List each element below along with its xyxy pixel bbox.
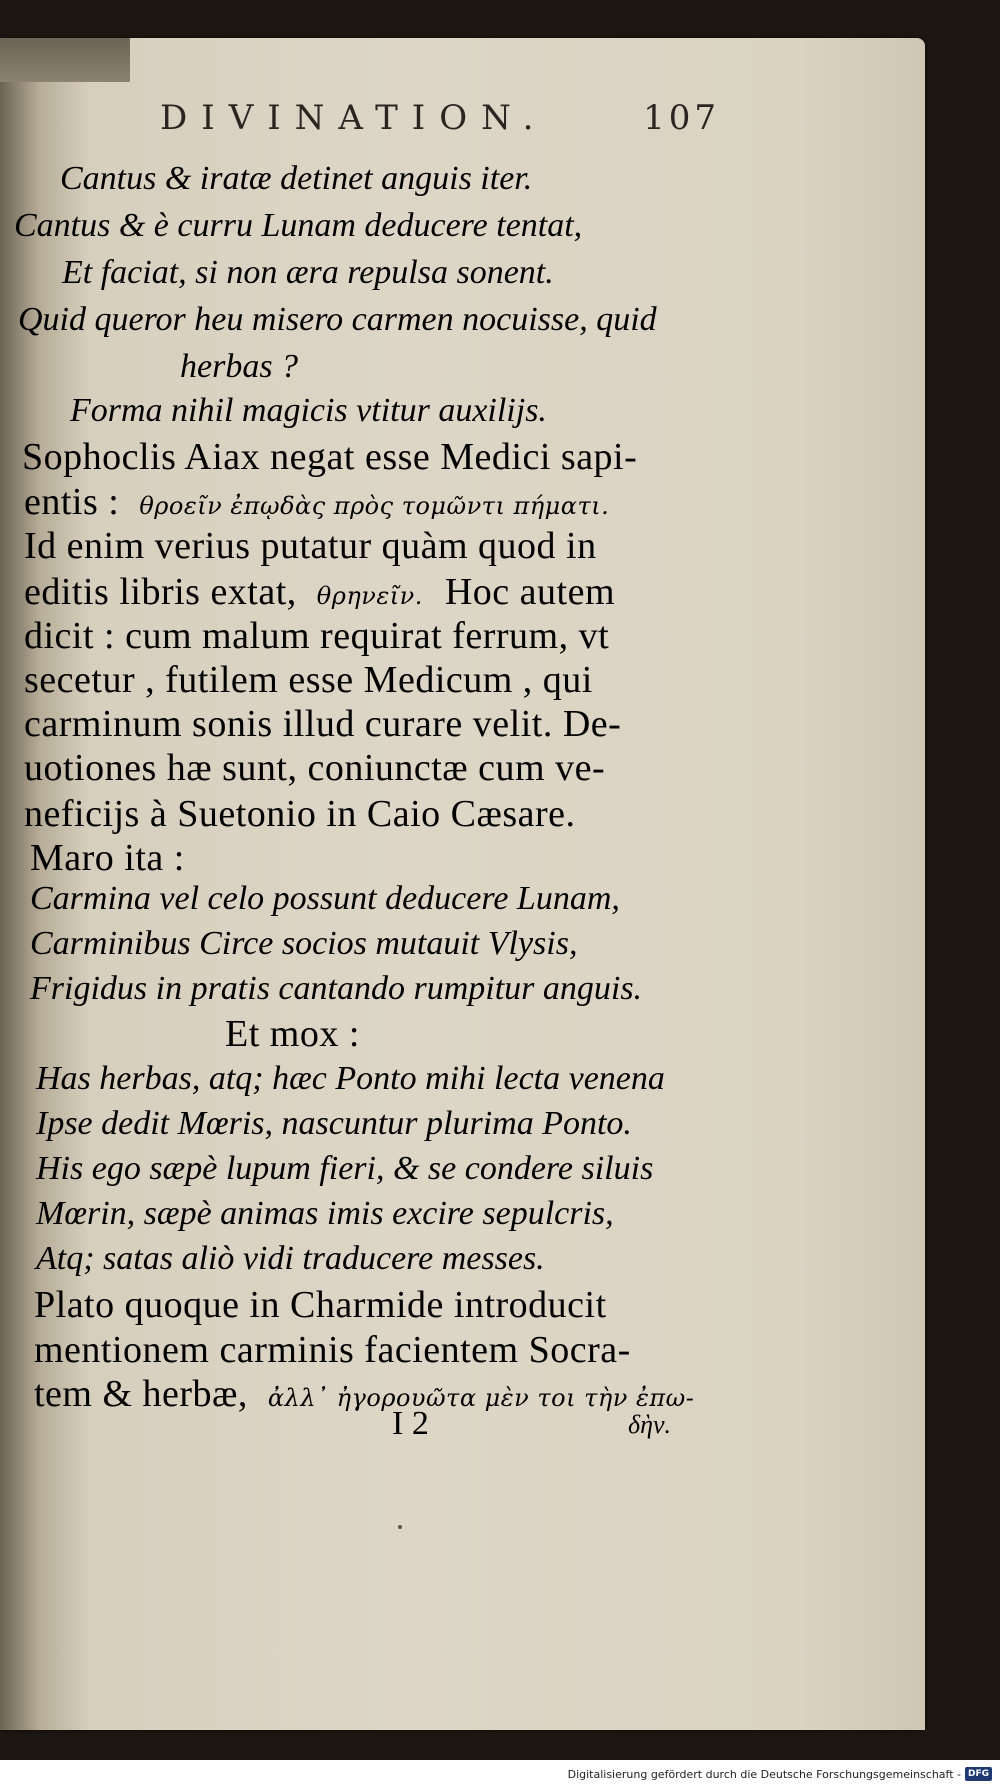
line-text: uotiones hæ sunt, coniunctæ cum ve- — [24, 747, 606, 789]
line-text: Atq; satas aliò vidi traducere messes. — [36, 1240, 545, 1277]
line-text: His ego sæpè lupum fieri, & se condere siluis — [36, 1150, 654, 1187]
line-text: mentionem carminis facientem Socra- — [34, 1329, 631, 1371]
text-line — [60, 160, 532, 198]
line-text: Sophoclis Aiax negat esse Medici sapi- — [22, 436, 638, 478]
text-line — [24, 746, 605, 790]
signature-mark: I 2 — [392, 1405, 429, 1442]
line-text: editis libris extat, — [24, 571, 297, 613]
text-line — [36, 1195, 614, 1233]
greek-text: ἀλλ᾽ ἠγορουῶτα μὲν τοι τὴν ἐπω- — [267, 1384, 695, 1412]
text-line — [34, 1328, 631, 1372]
line-text: herbas ? — [180, 348, 299, 385]
text-line — [24, 524, 597, 568]
line-text: tem & herbæ, — [34, 1373, 248, 1415]
running-head — [160, 98, 720, 138]
line-text: carminum sonis illud curare velit. De- — [24, 703, 622, 745]
text-line — [36, 1240, 545, 1278]
page-edge — [0, 38, 130, 82]
text-line — [34, 1283, 607, 1327]
text-line — [36, 1105, 632, 1143]
line-text: neficijs à Suetonio in Caio Cæsare. — [24, 793, 576, 835]
line-text: Plato quoque in Charmide introducit — [34, 1284, 607, 1326]
line-text: Ipse dedit Mœris, nascuntur plurima Ponto. — [36, 1105, 632, 1142]
dfg-logo: DFG — [965, 1767, 992, 1781]
text-line — [24, 480, 609, 524]
line-text: Cantus & iratæ detinet anguis iter. — [60, 160, 533, 197]
text-line — [34, 1372, 694, 1416]
line-text: secetur , futilem esse Medicum , qui — [24, 659, 593, 701]
page-speck — [398, 1525, 402, 1529]
text-line — [36, 1060, 665, 1098]
line-tail-text: Hoc autem — [444, 571, 615, 613]
text-line — [30, 836, 185, 880]
line-text: Forma nihil magicis vtitur auxilijs. — [70, 392, 547, 429]
text-line — [24, 570, 615, 614]
digitization-footer — [0, 1760, 1000, 1788]
text-line — [24, 614, 609, 658]
text-line — [180, 348, 298, 386]
line-text: Mœrin, sæpè animas imis excire sepulcris, — [36, 1195, 614, 1232]
line-text: Et faciat, si non æra repulsa sonent. — [62, 254, 554, 291]
greek-text: θροεῖν ἐπῳδὰς πρὸς τομῶντι πήματι. — [139, 492, 610, 520]
text-line — [70, 392, 547, 430]
line-text: Carminibus Circe socios mutauit Vlysis, — [30, 925, 578, 962]
line-text: Id enim verius putatur quàm quod in — [24, 525, 597, 567]
page-number: 107 — [643, 98, 720, 138]
text-line — [14, 207, 582, 245]
catchword: δὴν. — [628, 1410, 672, 1439]
greek-text: θρηνεῖν. — [316, 582, 423, 610]
line-text: Cantus & è curru Lunam deducere tentat, — [14, 207, 583, 244]
line-text: entis : — [24, 481, 120, 523]
running-title: DIVINATION. — [160, 98, 548, 138]
text-line — [36, 1150, 653, 1188]
line-text: Quid queror heu misero carmen nocuisse, quid — [18, 301, 657, 338]
text-line — [24, 702, 621, 746]
line-text: Maro ita : — [30, 837, 185, 879]
text-line — [30, 970, 642, 1008]
text-line — [62, 254, 554, 292]
text-line — [225, 1012, 360, 1056]
line-text: Et mox : — [225, 1013, 360, 1055]
text-line — [30, 880, 620, 918]
line-text: Frigidus in pratis cantando rumpitur anguis. — [30, 970, 643, 1007]
line-text: Carmina vel celo possunt deducere Lunam, — [30, 880, 620, 917]
text-line — [30, 925, 577, 963]
line-text: Has herbas, atq; hæc Ponto mihi lecta venena — [36, 1060, 665, 1097]
line-text: dicit : cum malum requirat ferrum, vt — [24, 615, 610, 657]
text-line — [22, 435, 637, 479]
text-line — [24, 792, 576, 836]
text-line — [24, 658, 593, 702]
footer-credit: Digitalisierung gefördert durch die Deutsche Forschungsgemeinschaft - — [567, 1767, 961, 1781]
text-line — [18, 301, 657, 339]
